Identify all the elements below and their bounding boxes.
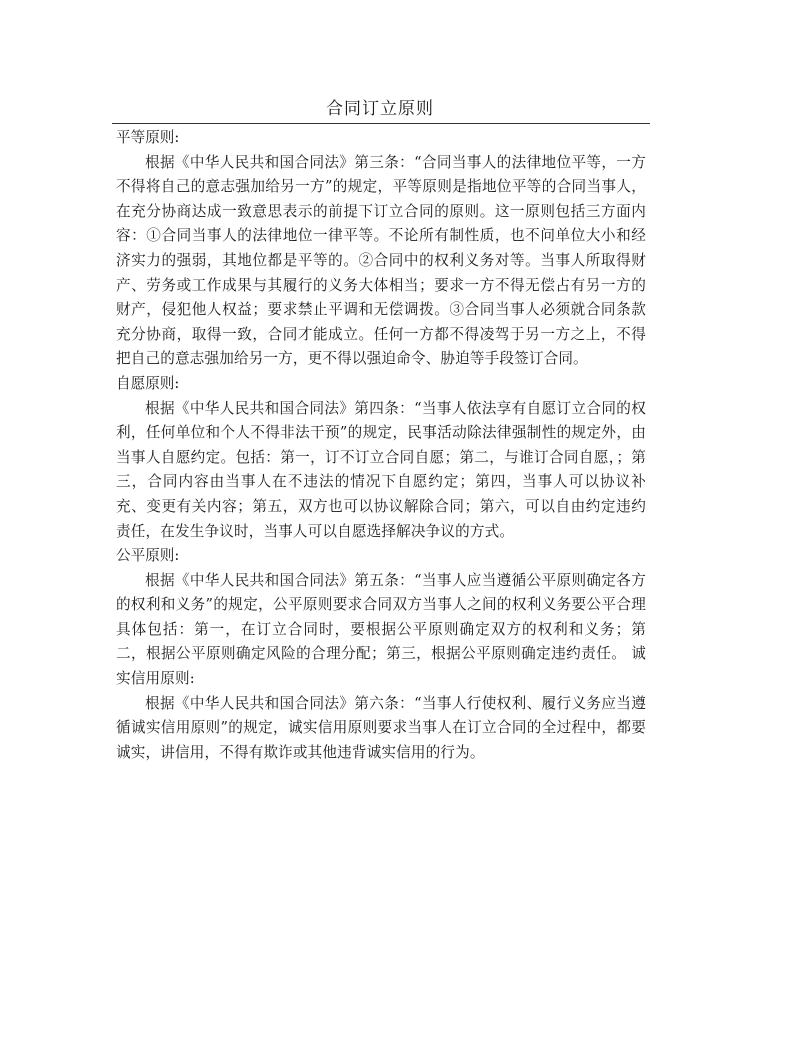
section-heading-voluntary: 自愿原则: — [116, 374, 180, 392]
section-body-voluntary: 根据《中华人民共和国合同法》第四条：“当事人依法享有自愿订立合同的权利，任何单位和个人不得非法干预”的规定，民事活动除法律强制性的规定外，由当事人自愿约定。包括：第一，订不订立合同自愿；第二，与谁订合同自愿，；第三，合同内容由当事人在不违法的情况下自愿约定；第四，当事人可以协议补充、变更有关内容；第五，双方也可以协议解除合同；第六，可以自由约定违约责任，在发生争议时，当事人可以自愿选择解决争议的方式。 — [116, 399, 646, 540]
section-heading-equality: 平等原则: — [116, 129, 180, 146]
document-body — [116, 126, 646, 765]
section-body-good-faith: 根据《中华人民共和国合同法》第六条：“当事人行使权利、履行义务应当遵循诚实信用原则”的规定，诚实信用原则要求当事人在订立合同的全过程中，都要诚实，讲信用，不得有欺诈或其他违背诚实信用的行为。 — [116, 694, 646, 761]
section-body-equality: 根据《中华人民共和国合同法》第三条：“合同当事人的法律地位平等，一方不得将自己的意志强加给另一方”的规定，平等原则是指地位平等的合同当事人，在充分协商达成一致意思表示的前提下订立合同的原则。这一原则包括三方面内容：①合同当事人的法律地位一律平等。不论所有制性质，也不问单位大小和经济实力的强弱，其地位都是平等的。②合同中的权利义务对等。当事人所取得财产、劳务或工作成果与其履行的义务大体相当；要求一方不得无偿占有另一方的财产，侵犯他人权益；要求禁止平调和无偿调拨。③合同当事人必须就合同条款充分协商，取得一致，合同才能成立。任何一方都不得凌驾于另一方之上，不得把自己的意志强加给另一方，更不得以强迫命令、胁迫等手段签订合同。 — [116, 153, 646, 368]
section-heading-fairness: 公平原则: — [116, 547, 180, 565]
title-rule — [112, 123, 650, 124]
page-title: 合同订立原则 — [326, 99, 434, 119]
section-body-fairness: 根据《中华人民共和国合同法》第五条：“当事人应当遵循公平原则确定各方的权利和义务”的规定，公平原则要求合同双方当事人之间的权利义务要公平合理具体包括：第一，在订立合同时，要根据公平原则确定双方的权利和义务；第二，根据公平原则确定风险的合理分配；第三，根据公平原则确定违约责任。 诚实信用原则: — [116, 571, 646, 688]
